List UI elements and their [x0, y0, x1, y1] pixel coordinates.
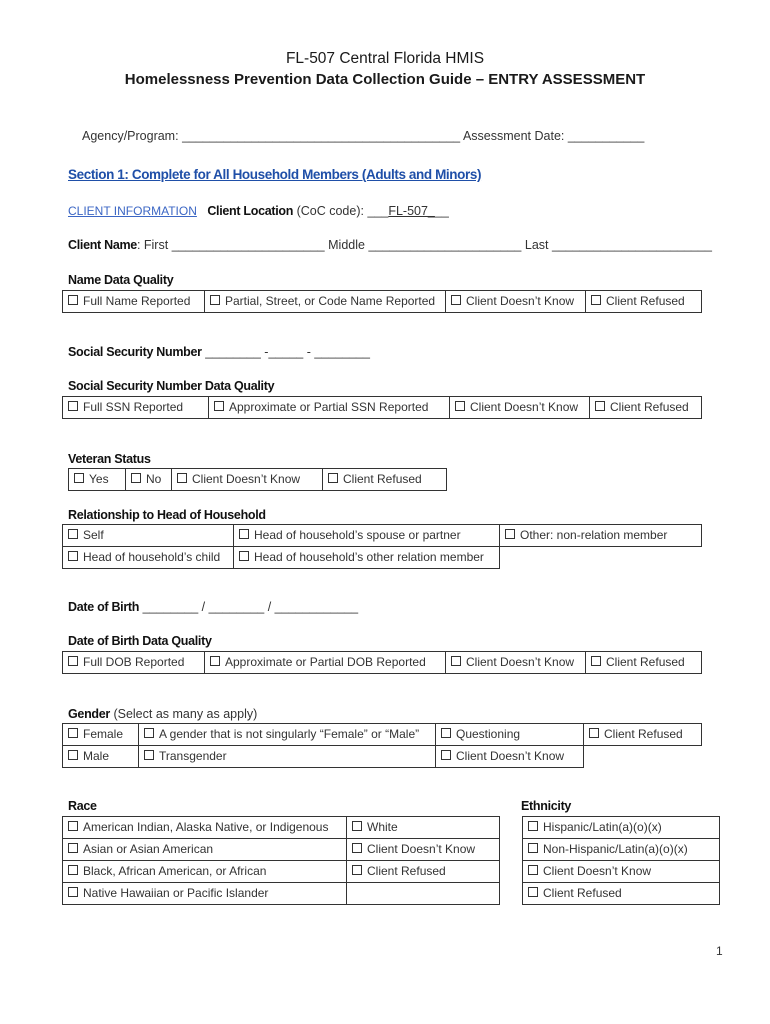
checkbox-icon[interactable]	[595, 401, 605, 411]
race-option[interactable]: American Indian, Alaska Native, or Indigenous	[63, 817, 347, 839]
checkbox-icon[interactable]	[210, 656, 220, 666]
last-name-label: Last	[524, 238, 549, 252]
checkbox-icon[interactable]	[177, 473, 187, 483]
ssn-quality-option[interactable]: Client Refused	[590, 397, 702, 419]
race-option[interactable]: Native Hawaiian or Pacific Islander	[63, 883, 347, 905]
assessment-date-label: Assessment Date:	[462, 129, 565, 143]
ssn-quality-option[interactable]: Approximate or Partial SSN Reported	[209, 397, 450, 419]
name-quality-option[interactable]: Client Doesn’t Know	[446, 291, 586, 313]
race-option[interactable]: Client Refused	[347, 861, 500, 883]
checkbox-icon[interactable]	[68, 821, 78, 831]
client-location-value[interactable]: FL-507_	[388, 204, 435, 218]
dob-quality-label: Date of Birth Data Quality	[68, 634, 212, 648]
client-location-label: Client Location	[207, 204, 294, 218]
first-name-label: : First	[136, 238, 169, 252]
race-option[interactable]: Black, African American, or African	[63, 861, 347, 883]
checkbox-icon[interactable]	[239, 529, 249, 539]
name-quality-option[interactable]: Partial, Street, or Code Name Reported	[205, 291, 446, 313]
agency-program-field[interactable]: ________________________________________	[182, 129, 461, 143]
gender-line	[68, 707, 257, 721]
checkbox-icon[interactable]	[455, 401, 465, 411]
ethnicity-option[interactable]: Non-Hispanic/Latin(a)(o)(x)	[523, 839, 720, 861]
gender-option[interactable]: Client Refused	[584, 724, 702, 746]
checkbox-icon[interactable]	[68, 401, 78, 411]
checkbox-icon[interactable]	[441, 750, 451, 760]
gender-option[interactable]: Questioning	[436, 724, 584, 746]
last-name-field[interactable]: _______________________	[552, 238, 712, 252]
checkbox-icon[interactable]	[528, 887, 538, 897]
checkbox-icon[interactable]	[528, 821, 538, 831]
checkbox-icon[interactable]	[68, 529, 78, 539]
relationship-label: Relationship to Head of Household	[68, 508, 266, 522]
checkbox-icon[interactable]	[352, 865, 362, 875]
checkbox-icon[interactable]	[68, 865, 78, 875]
client-name-label: Client Name	[68, 238, 137, 252]
checkbox-icon[interactable]	[131, 473, 141, 483]
relationship-table	[62, 524, 702, 569]
assessment-date-field[interactable]: ___________	[567, 129, 645, 143]
checkbox-icon[interactable]	[74, 473, 84, 483]
empty-cell	[500, 547, 702, 569]
relationship-option[interactable]: Head of household’s other relation member	[234, 547, 500, 569]
dob-label: Date of Birth	[68, 600, 140, 614]
relationship-option[interactable]: Other: non-relation member	[500, 525, 702, 547]
ethnicity-table	[522, 816, 720, 905]
client-info-line	[68, 204, 449, 218]
checkbox-icon[interactable]	[352, 821, 362, 831]
gender-option[interactable]: Male	[63, 746, 139, 768]
client-name-line	[68, 238, 712, 252]
ssn-quality-label: Social Security Number Data Quality	[68, 379, 275, 393]
checkbox-icon[interactable]	[505, 529, 515, 539]
client-information-link[interactable]: CLIENT INFORMATION	[68, 204, 197, 218]
ssn-quality-option[interactable]: Client Doesn’t Know	[450, 397, 590, 419]
dob-quality-option[interactable]: Client Doesn’t Know	[446, 652, 586, 674]
dob-quality-option[interactable]: Client Refused	[586, 652, 702, 674]
veteran-status-label: Veteran Status	[68, 452, 151, 466]
ethnicity-option[interactable]: Client Doesn’t Know	[523, 861, 720, 883]
relationship-option[interactable]: Head of household’s child	[63, 547, 234, 569]
veteran-option[interactable]: Client Doesn’t Know	[172, 469, 323, 491]
checkbox-icon[interactable]	[352, 843, 362, 853]
checkbox-icon[interactable]	[328, 473, 338, 483]
document-title: FL-507 Central Florida HMIS	[285, 50, 485, 67]
document-subtitle: Homelessness Prevention Data Collection Guide – ENTRY ASSESSMENT	[124, 71, 646, 88]
ssn-quality-table	[62, 396, 702, 419]
checkbox-icon[interactable]	[591, 656, 601, 666]
veteran-option[interactable]: Yes	[69, 469, 126, 491]
empty-cell	[347, 883, 500, 905]
section-1-title: Section 1: Complete for All Household Members (Adults and Minors)	[68, 167, 482, 182]
race-option[interactable]: White	[347, 817, 500, 839]
gender-label: Gender	[68, 707, 110, 721]
dob-quality-option[interactable]: Approximate or Partial DOB Reported	[205, 652, 446, 674]
checkbox-icon[interactable]	[441, 728, 451, 738]
veteran-status-table	[68, 468, 447, 491]
checkbox-icon[interactable]	[528, 865, 538, 875]
race-table	[62, 816, 500, 905]
name-quality-label: Name Data Quality	[68, 273, 174, 287]
checkbox-icon[interactable]	[214, 401, 224, 411]
gender-table	[62, 723, 702, 768]
veteran-option[interactable]: No	[126, 469, 172, 491]
name-quality-option[interactable]: Client Refused	[586, 291, 702, 313]
checkbox-icon[interactable]	[68, 887, 78, 897]
ethnicity-option[interactable]: Client Refused	[523, 883, 720, 905]
relationship-option[interactable]: Self	[63, 525, 234, 547]
veteran-option[interactable]: Client Refused	[323, 469, 447, 491]
race-option[interactable]: Client Doesn’t Know	[347, 839, 500, 861]
checkbox-icon[interactable]	[451, 656, 461, 666]
dob-line	[68, 600, 358, 614]
dob-field[interactable]: ________ / ________ / ____________	[142, 600, 359, 614]
checkbox-icon[interactable]	[68, 843, 78, 853]
ssn-field[interactable]: ________ -_____ - ________	[205, 345, 370, 359]
gender-hint: (Select as many as apply)	[113, 707, 258, 721]
race-option[interactable]: Asian or Asian American	[63, 839, 347, 861]
checkbox-icon[interactable]	[144, 728, 154, 738]
first-name-field[interactable]: ______________________	[171, 238, 325, 252]
checkbox-icon[interactable]	[210, 295, 220, 305]
dob-quality-option[interactable]: Full DOB Reported	[63, 652, 205, 674]
ssn-quality-option[interactable]: Full SSN Reported	[63, 397, 209, 419]
page-number: 1	[716, 944, 723, 958]
checkbox-icon[interactable]	[451, 295, 461, 305]
agency-line	[82, 129, 644, 143]
dob-quality-table	[62, 651, 702, 674]
client-location-trail: __	[434, 204, 449, 218]
checkbox-icon[interactable]	[144, 750, 154, 760]
ssn-label: Social Security Number	[68, 345, 202, 359]
checkbox-icon[interactable]	[591, 295, 601, 305]
client-location-hint: (CoC code):	[296, 204, 364, 218]
agency-program-label: Agency/Program:	[82, 129, 179, 143]
checkbox-icon[interactable]	[68, 728, 78, 738]
checkbox-icon[interactable]	[68, 295, 78, 305]
name-quality-table	[62, 290, 702, 313]
name-quality-option[interactable]: Full Name Reported	[63, 291, 205, 313]
gender-option[interactable]: Client Doesn’t Know	[436, 746, 584, 768]
checkbox-icon[interactable]	[239, 551, 249, 561]
middle-name-field[interactable]: ______________________	[368, 238, 522, 252]
ssn-line	[68, 345, 370, 359]
checkbox-icon[interactable]	[68, 551, 78, 561]
gender-option[interactable]: A gender that is not singularly “Female” or “Male”	[139, 724, 436, 746]
checkbox-icon[interactable]	[68, 656, 78, 666]
middle-name-label: Middle	[328, 238, 365, 252]
gender-option[interactable]: Female	[63, 724, 139, 746]
checkbox-icon[interactable]	[528, 843, 538, 853]
gender-option[interactable]: Transgender	[139, 746, 436, 768]
relationship-option[interactable]: Head of household’s spouse or partner	[234, 525, 500, 547]
race-label: Race	[68, 799, 97, 813]
checkbox-icon[interactable]	[68, 750, 78, 760]
empty-cell	[584, 746, 702, 768]
client-location-blank[interactable]: ___	[367, 204, 389, 218]
checkbox-icon[interactable]	[589, 728, 599, 738]
ethnicity-option[interactable]: Hispanic/Latin(a)(o)(x)	[523, 817, 720, 839]
ethnicity-label: Ethnicity	[521, 799, 572, 813]
